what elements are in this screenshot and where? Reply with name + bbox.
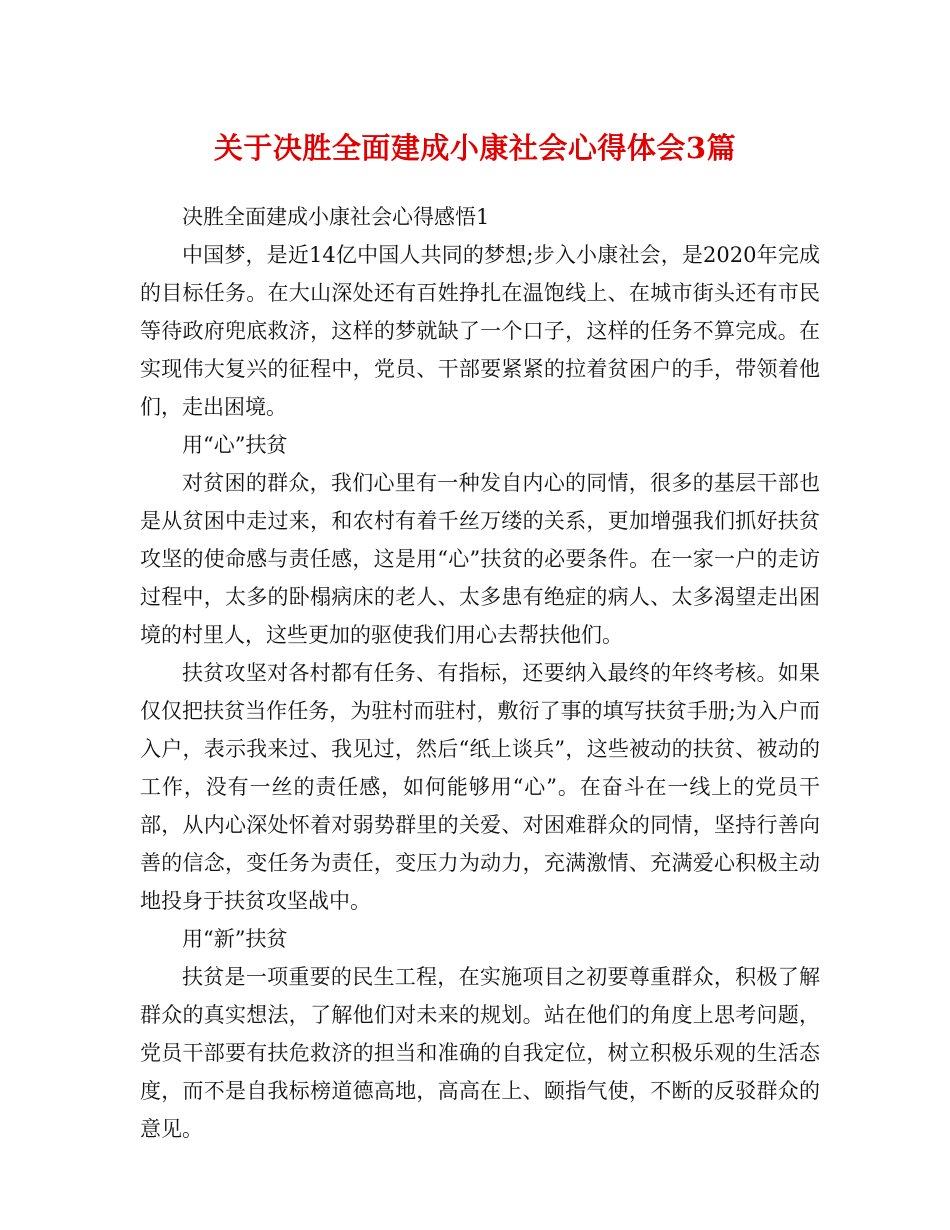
document-title: 关于决胜全面建成小康社会心得体会3篇 — [213, 131, 737, 165]
body-paragraph: 扶贫攻坚对各村都有任务、有指标，还要纳入最终的年终考核。如果仅仅把扶贫当作任务，为驻村而驻村，敷衍了事的填写扶贫手册;为入户而入户，表示我来过、我见过，然后“纸上谈兵”，这些被动的扶贫、被动的工作，没有一丝的责任感，如何能够用“心”。在奋斗在一线上的党员干部，从内心深处怀着对弱势群里的关爱、对困难群众的同情，坚持行善向善的信念，变任务为责任，变压力为动力，充满激情、充满爱心积极主动地投身于扶贫攻坚战中。 — [140, 661, 820, 913]
document-body — [140, 198, 820, 1148]
body-paragraph: 对贫困的群众，我们心里有一种发自内心的同情，很多的基层干部也是从贫困中走过来，和农村有着千丝万缕的关系，更加增强我们抓好扶贫攻坚的使命感与责任感，这是用“心”扶贫的必要条件。在一家一户的走访过程中，太多的卧榻病床的老人、太多患有绝症的病人、太多渴望走出困境的村里人，这些更加的驱使我们用心去帮扶他们。 — [140, 471, 820, 647]
section-heading: 决胜全面建成小康社会心得感悟1 — [182, 205, 490, 229]
subsection-heading: 用“心”扶贫 — [182, 433, 288, 457]
body-paragraph: 中国梦，是近14亿中国人共同的梦想;步入小康社会，是2020年完成的目标任务。在大山深处还有百姓挣扎在温饱线上、在城市街头还有市民等待政府兜底救济，这样的梦就缺了一个口子，这样的任务不算完成。在实现伟大复兴的征程中，党员、干部要紧紧的拉着贫困户的手，带领着他们，走出困境。 — [140, 243, 820, 419]
subsection-heading: 用“新”扶贫 — [182, 927, 288, 951]
body-paragraph: 扶贫是一项重要的民生工程，在实施项目之初要尊重群众，积极了解群众的真实想法，了解他们对未来的规划。站在他们的角度上思考问题，党员干部要有扶危救济的担当和准确的自我定位，树立积极乐观的生活态度，而不是自我标榜道德高地，高高在上、颐指气使，不断的反驳群众的意见。 — [140, 965, 820, 1141]
